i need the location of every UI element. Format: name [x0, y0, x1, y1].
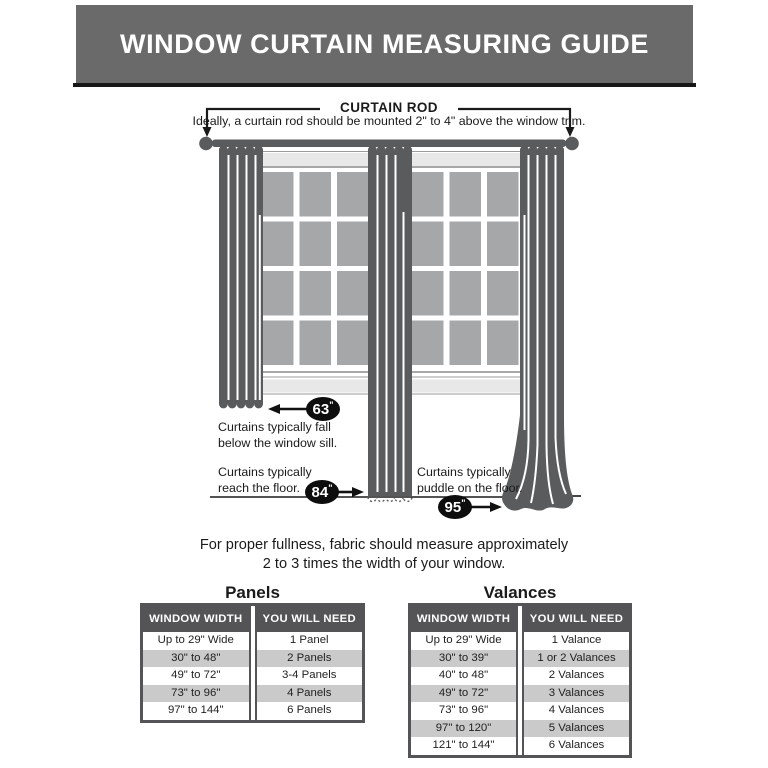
- panels-need-column: [255, 606, 363, 720]
- table-cell: 2 Valances: [524, 667, 629, 685]
- column-cells: [257, 632, 363, 720]
- table-cell: 121" to 144": [411, 737, 516, 755]
- table-cell: 6 Panels: [257, 702, 363, 720]
- inch-mark: ": [461, 498, 466, 508]
- caption-puddle-floor: [417, 465, 522, 496]
- caption-line: reach the floor.: [218, 480, 300, 495]
- column-cells: [143, 632, 249, 720]
- badge-value: 63: [312, 400, 330, 418]
- table-cell: 1 Valance: [524, 632, 629, 650]
- curtain-rod-note: Ideally, a curtain rod should be mounted 2" to 4" above the window trim.: [192, 114, 586, 128]
- valances-width-column: [411, 606, 518, 755]
- caption-line: puddle on the floor.: [417, 480, 523, 495]
- column-header: YOU WILL NEED: [524, 606, 629, 632]
- valances-need-column: [522, 606, 629, 755]
- column-cells: [524, 632, 629, 755]
- inch-mark: ": [329, 400, 334, 410]
- table-cell: 3-4 Panels: [257, 667, 363, 685]
- table-cell: 73" to 96": [411, 702, 516, 720]
- caption-line: below the window sill.: [218, 435, 338, 450]
- valances-table: [408, 603, 632, 758]
- caption-line: Curtains typically fall: [218, 420, 331, 434]
- page-title: WINDOW CURTAIN MEASURING GUIDE: [120, 28, 649, 59]
- table-cell: 1 Panel: [257, 632, 363, 650]
- measurement-badge-63: [306, 397, 340, 421]
- caption-below-sill: [218, 420, 337, 451]
- fullness-note: [0, 536, 768, 574]
- table-cell: 49" to 72": [411, 685, 516, 703]
- table-cell: 1 or 2 Valances: [524, 650, 629, 668]
- table-cell: 49" to 72": [143, 667, 249, 685]
- rod-finial-left: [199, 137, 213, 151]
- badge-value: 95: [444, 498, 462, 516]
- caption-reach-floor: [218, 465, 312, 496]
- panels-width-column: [143, 606, 251, 720]
- bracket-arrow-right: [566, 127, 575, 137]
- rod-finial-right: [565, 137, 579, 151]
- table-cell: 4 Panels: [257, 685, 363, 703]
- table-cell: Up to 29" Wide: [143, 632, 249, 650]
- curtain-rod-label: CURTAIN ROD: [340, 100, 438, 115]
- caption-line: Curtains typically: [218, 465, 312, 479]
- fullness-line: For proper fullness, fabric should measure approximately: [199, 537, 569, 553]
- table-cell: 5 Valances: [524, 720, 629, 738]
- measure-arrow-84: [338, 487, 364, 497]
- table-cell: 4 Valances: [524, 702, 629, 720]
- badge-value: 84: [311, 483, 329, 501]
- table-cell: 97" to 144": [143, 702, 249, 720]
- table-cell: Up to 29" Wide: [411, 632, 516, 650]
- table-cell: 3 Valances: [524, 685, 629, 703]
- column-header: WINDOW WIDTH: [143, 606, 249, 632]
- inch-mark: ": [328, 483, 333, 493]
- panels-table: [140, 603, 365, 723]
- caption-line: Curtains typically: [417, 465, 511, 479]
- fullness-line: 2 to 3 times the width of your window.: [262, 556, 506, 572]
- column-header: WINDOW WIDTH: [411, 606, 516, 632]
- bracket-arrow-left: [203, 127, 212, 137]
- measure-arrow-95: [471, 502, 502, 512]
- curtain-panel-floor: [368, 146, 412, 502]
- measurement-badge-95: [438, 495, 472, 519]
- panels-table-title: Panels: [225, 583, 280, 602]
- curtain-panel-sill: [219, 146, 263, 409]
- table-cell: 97" to 120": [411, 720, 516, 738]
- table-cell: 30" to 48": [143, 650, 249, 668]
- table-cell: 73" to 96": [143, 685, 249, 703]
- table-cell: 2 Panels: [257, 650, 363, 668]
- measure-arrow-63: [268, 404, 308, 414]
- table-cell: 6 Valances: [524, 737, 629, 755]
- table-cell: 40" to 48": [411, 667, 516, 685]
- valances-table-title: Valances: [483, 583, 557, 602]
- table-cell: 30" to 39": [411, 650, 516, 668]
- column-header: YOU WILL NEED: [257, 606, 363, 632]
- column-cells: [411, 632, 516, 755]
